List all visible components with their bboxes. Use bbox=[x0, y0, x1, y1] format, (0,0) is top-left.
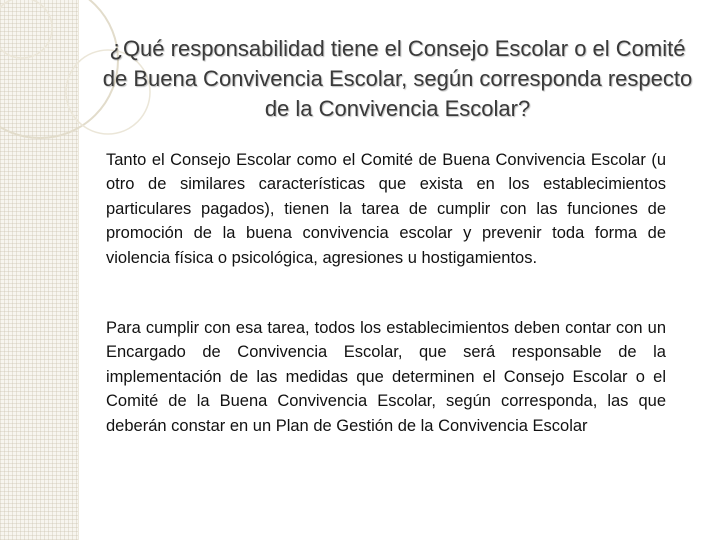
slide-title: ¿Qué responsabilidad tiene el Consejo Escolar o el Comité de Buena Convivencia Escolar, según corresponda respecto de la Convivencia Escolar? bbox=[102, 36, 693, 121]
paragraph-responsibility: Tanto el Consejo Escolar como el Comité de Buena Convivencia Escolar (u otro de similares características que exista en los establecimientos particulares pagados), tienen la tarea de cumplir con las funciones de promoción de la buena convivencia escolar y prevenir toda forma de violencia física o psicológica, agresiones u hostigamientos. bbox=[106, 151, 666, 267]
paragraph-encargado: Para cumplir con esa tarea, todos los establecimientos deben contar con un Encargado de Convivencia Escolar, que será responsable de la implementación de las medidas que determinen el Consejo Escolar o el Comité de la Buena Convivencia Escolar, según corresponda, las que deberán constar en un Plan de Gestión de la Convivencia Escolar bbox=[106, 319, 666, 435]
